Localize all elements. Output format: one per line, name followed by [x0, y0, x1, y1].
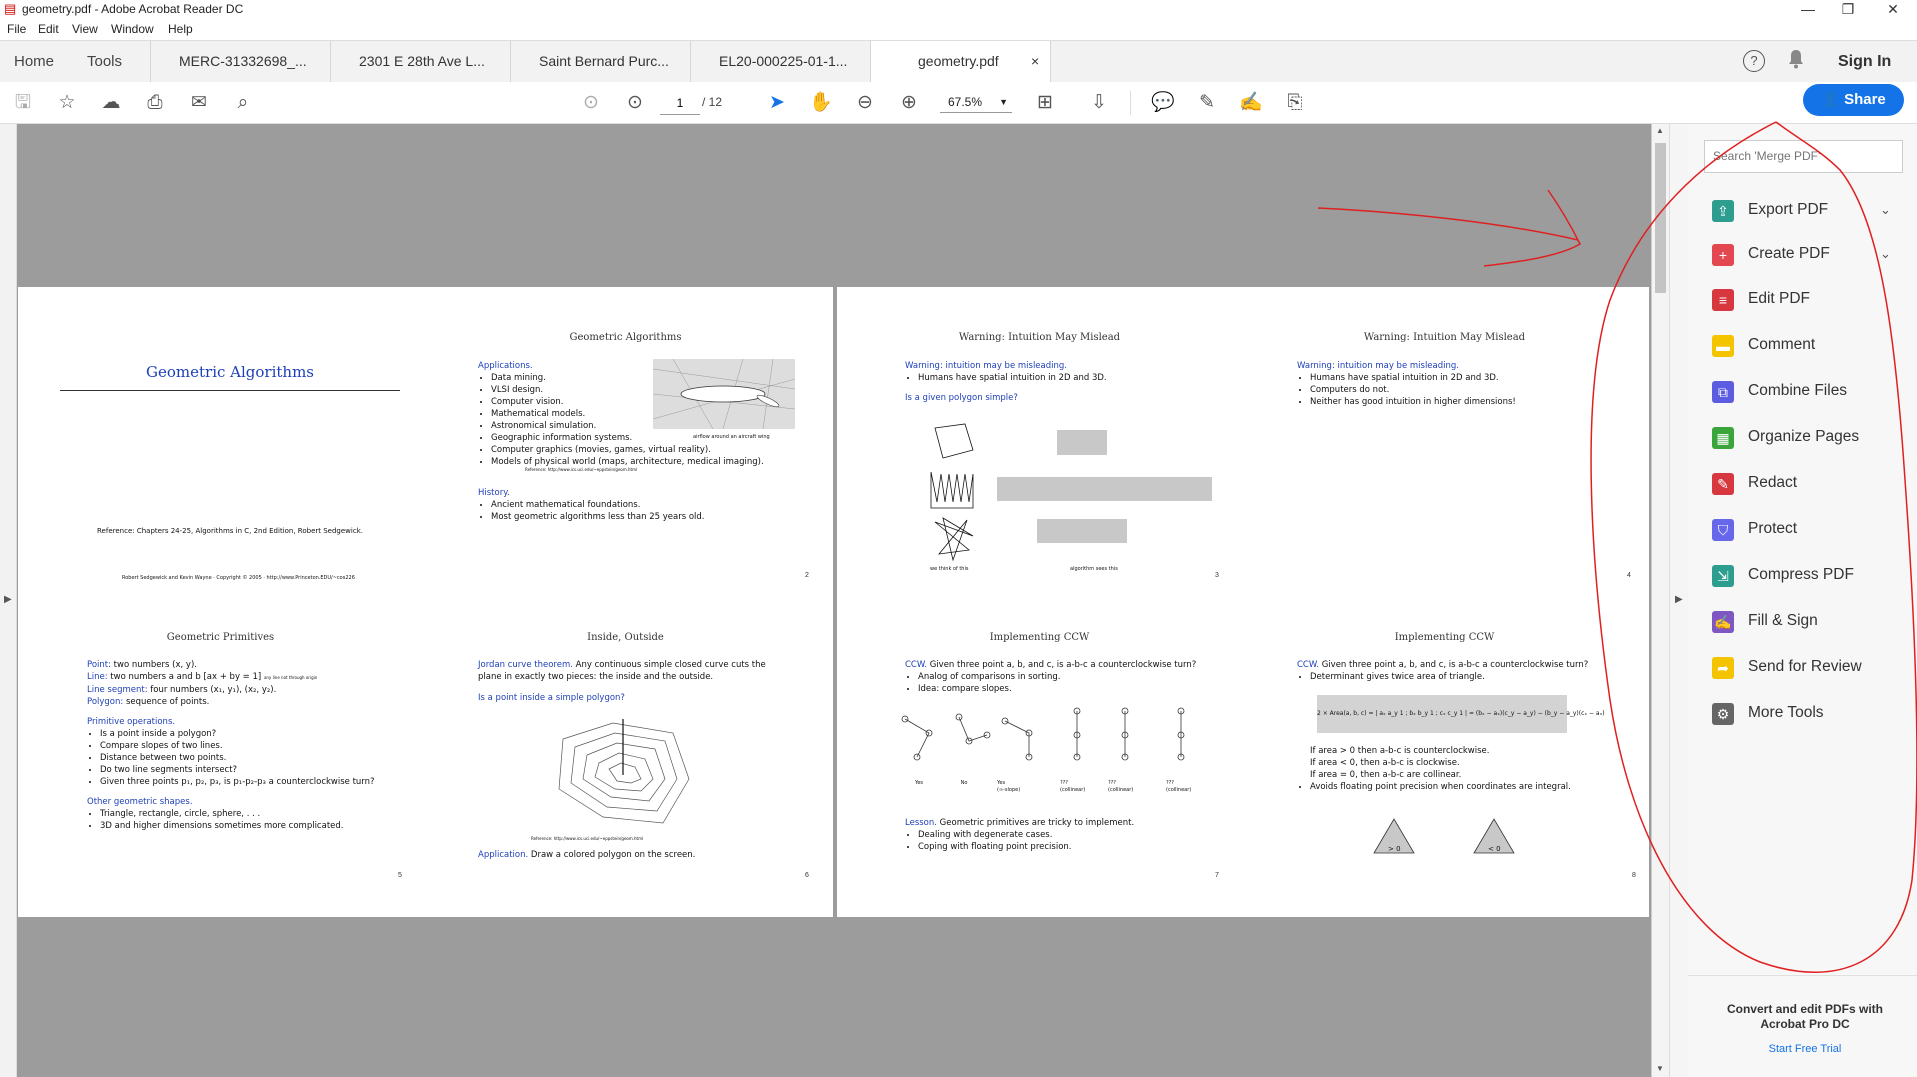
- triangle-diagrams: [1372, 807, 1592, 867]
- home-tab[interactable]: Home: [14, 53, 55, 70]
- slide-page-number: 2: [805, 572, 809, 579]
- slide-page-number: 7: [1215, 872, 1219, 879]
- polygon-drawings: [929, 422, 979, 572]
- polygon-label: Polygon:: [87, 697, 124, 707]
- polygon-text: sequence of points.: [125, 697, 210, 707]
- slide-reference: Reference: Chapters 24-25, Algorithms in C, 2nd Edition, Robert Sedgewick.: [97, 527, 363, 535]
- page-gap: [835, 287, 837, 917]
- menu-edit[interactable]: Edit: [38, 22, 59, 36]
- application-label: Application.: [478, 850, 529, 860]
- slide-footer: Robert Sedgewick and Kevin Wayne · Copyright © 2005 · http://www.Princeton.EDU/~cos226: [122, 575, 355, 581]
- list-item: If area < 0, then a-b-c is clockwise.: [1310, 758, 1460, 768]
- slide-page-number: 5: [398, 872, 402, 879]
- tool-protect[interactable]: [1712, 514, 1902, 544]
- title-bar: [0, 0, 1917, 19]
- doc-tab-geometry[interactable]: [871, 41, 1051, 82]
- pdf-page-1: [18, 287, 833, 917]
- tool-label: Send for Review: [1748, 658, 1862, 675]
- list-item: • Computer vision.: [491, 396, 778, 408]
- tool-label: Export PDF: [1748, 201, 1829, 218]
- jordan-block: [478, 659, 778, 704]
- chevron-down-icon: ▼: [999, 97, 1008, 107]
- area-rules: [1297, 745, 1627, 793]
- list-item: • Neither has good intuition in higher dimensions!: [1310, 396, 1617, 408]
- list-item: • Given three points p₁, p₂, p₃, is p₁-p₂-p₃ a counterclockwise turn?: [100, 776, 407, 788]
- list-item: • Astronomical simulation.: [491, 420, 778, 432]
- toolbar: [0, 82, 1917, 124]
- example-label: ??? (collinear): [1108, 780, 1134, 793]
- jordan-text: Any continuous simple closed curve cuts the plane in exactly two pieces: the inside and the outside.: [478, 660, 766, 682]
- jordan-label: Jordan curve theorem.: [478, 660, 573, 670]
- list-item: • Idea: compare slopes.: [918, 683, 1235, 695]
- redact-icon: ✎: [1712, 473, 1734, 495]
- close-tab-icon[interactable]: ×: [1031, 53, 1040, 69]
- list-item: • Ancient mathematical foundations.: [491, 499, 705, 511]
- promo-divider: [1688, 975, 1917, 976]
- slide-8: [1242, 587, 1647, 887]
- operations-list: [87, 728, 407, 788]
- tool-label: Protect: [1748, 520, 1798, 537]
- point-label: Point:: [87, 660, 111, 670]
- list-item: • VLSI design.: [491, 384, 778, 396]
- list-item: • Do two line segments intersect?: [100, 764, 407, 776]
- slide-4: [1242, 287, 1647, 587]
- inside-question: Is a point inside a simple polygon?: [478, 693, 625, 703]
- slide-1: [18, 287, 423, 587]
- list-item: • Mathematical models.: [491, 408, 778, 420]
- slide-title: Geometric Primitives: [166, 632, 275, 643]
- line-note: any line not through origin: [263, 675, 318, 680]
- slide-page-number: 6: [805, 872, 809, 879]
- ccw-text: Given three point a, b, and c, is a-b-c a counterclockwise turn?: [929, 660, 1197, 670]
- close-window-button[interactable]: ✕: [1887, 1, 1899, 17]
- tool-label: More Tools: [1748, 704, 1824, 721]
- wrench-icon: ⚙: [1712, 703, 1734, 725]
- coordinate-grid-2: [997, 477, 1212, 501]
- doc-tab-3[interactable]: [511, 41, 691, 82]
- list-item: • Compare slopes of two lines.: [100, 740, 407, 752]
- tool-edit-pdf[interactable]: [1712, 284, 1902, 314]
- list-item: • Triangle, rectangle, circle, sphere, . . .: [100, 808, 407, 820]
- list-item: • Avoids floating point precision when coordinates are integral.: [1310, 781, 1627, 793]
- ccw-block: [1297, 659, 1627, 683]
- history-heading: History.: [478, 488, 510, 498]
- example-label: Yes: [914, 780, 924, 786]
- slide-page-number: 3: [1215, 572, 1219, 579]
- line-text: two numbers a and b [ax + by = 1]: [110, 672, 262, 682]
- ccw-label: CCW.: [1297, 660, 1320, 670]
- doc-tab-4[interactable]: [691, 41, 871, 82]
- doc-tab-label: EL20-000225-01-1...: [719, 53, 848, 69]
- edit-pdf-icon: ≡: [1712, 289, 1734, 311]
- chevron-down-icon[interactable]: ⌄: [1880, 246, 1891, 261]
- fit-page-icon[interactable]: ⊞: [1037, 92, 1053, 113]
- tool-label: Organize Pages: [1748, 428, 1860, 445]
- collapse-pane-icon: ▶: [1675, 594, 1683, 605]
- list-item: • Most geometric algorithms less than 25 years old.: [491, 511, 705, 523]
- scroll-up-icon[interactable]: ▲: [1656, 126, 1664, 135]
- warning-heading: Warning: intuition may be misleading.: [905, 361, 1067, 371]
- tool-fill-sign[interactable]: [1712, 606, 1902, 636]
- tool-label: Comment: [1748, 336, 1816, 353]
- line-label: Line:: [87, 672, 108, 682]
- list-item: If area = 0, then a-b-c are collinear.: [1310, 770, 1462, 780]
- list-item: • Humans have spatial intuition in 2D and 3D.: [918, 372, 1225, 384]
- scroll-mode-icon[interactable]: ⇩: [1091, 92, 1107, 113]
- doc-tab-2[interactable]: [331, 41, 511, 82]
- highlight-pen-icon[interactable]: ✎: [1199, 92, 1215, 113]
- help-icon[interactable]: ?: [1743, 50, 1765, 72]
- ccw-label: CCW.: [905, 660, 928, 670]
- area-negative-label: < 0: [1488, 845, 1501, 853]
- tool-label: Combine Files: [1748, 382, 1848, 399]
- save-icon[interactable]: 🖫: [14, 92, 32, 113]
- list-item: • Models of physical world (maps, architecture, medical imaging).: [491, 456, 778, 468]
- menu-help[interactable]: Help: [168, 22, 193, 36]
- title-rule: [60, 390, 400, 391]
- ccw-block: [905, 659, 1235, 695]
- tool-label: Compress PDF: [1748, 566, 1854, 583]
- caption-think: we think of this: [930, 566, 969, 572]
- tool-more-tools[interactable]: [1712, 698, 1902, 728]
- maze-polygon-image: [553, 719, 693, 829]
- send-review-icon: ➦: [1712, 657, 1734, 679]
- list-item: • Data mining.: [491, 372, 778, 384]
- determinant-formula: 2 × Area(a, b, c) = | aₓ a_y 1 ; bₓ b_y 1 ; cₓ c_y 1 | = (bₓ − aₓ)(c_y − a_y) − (b_y − a_y)(cₓ − aₓ): [1317, 695, 1567, 733]
- rules-list: [1297, 745, 1627, 781]
- warning-list: [905, 372, 1225, 384]
- pdf-page-2: [837, 287, 1649, 917]
- slide-7: [837, 587, 1242, 887]
- list-item: • 3D and higher dimensions sometimes more complicated.: [100, 820, 407, 832]
- ccw-list: [905, 671, 1235, 695]
- doc-tab-label: MERC-31332698_...: [179, 53, 307, 69]
- zoom-value: 67.5%: [948, 95, 983, 109]
- applications-heading: Applications.: [478, 361, 533, 371]
- list-item: • Computers do not.: [1310, 384, 1617, 396]
- slide-title: Warning: Intuition May Mislead: [958, 332, 1121, 343]
- tool-send-for-review[interactable]: [1712, 652, 1902, 682]
- bookmark-star-icon[interactable]: ☆: [58, 92, 76, 113]
- lesson-list: [905, 829, 1235, 853]
- airflow-mesh-image: [653, 359, 795, 429]
- select-cursor-icon[interactable]: ➤: [769, 92, 785, 113]
- comment-icon: ▬: [1712, 335, 1734, 357]
- tool-label: Edit PDF: [1748, 290, 1811, 307]
- add-user-icon: 👤: [1821, 91, 1840, 108]
- example-label: ??? (collinear): [1166, 780, 1192, 793]
- window-title: geometry.pdf - Adobe Acrobat Reader DC: [22, 2, 244, 16]
- combine-files-icon: ⧉: [1712, 381, 1734, 403]
- tool-create-pdf[interactable]: [1712, 239, 1902, 269]
- doc-tab-1[interactable]: [151, 41, 331, 82]
- next-page-icon[interactable]: ⊙: [627, 92, 643, 113]
- warning-block: [1297, 360, 1617, 408]
- chevron-down-icon[interactable]: ⌄: [1880, 202, 1891, 217]
- upload-cloud-icon[interactable]: ☁: [101, 92, 121, 113]
- menu-view[interactable]: View: [72, 22, 98, 36]
- page-total: / 12: [702, 95, 723, 109]
- list-item: • Humans have spatial intuition in 2D and 3D.: [1310, 372, 1617, 384]
- list-item: • Determinant gives twice area of triangle.: [1310, 671, 1627, 683]
- list-item: If area > 0 then a-b-c is counterclockwise.: [1310, 746, 1490, 756]
- slide-page-number: 4: [1627, 572, 1631, 579]
- doc-tab-label: Saint Bernard Purc...: [539, 53, 669, 69]
- toolbar-divider: [1130, 91, 1131, 115]
- ccw-examples-diagram: [899, 707, 1199, 777]
- segment-text: four numbers (x₁, y₁), (x₂, y₂).: [150, 685, 277, 695]
- slide-title: Geometric Algorithms: [146, 363, 314, 381]
- notification-bell-icon[interactable]: [1787, 48, 1805, 70]
- primitives-block: [87, 659, 407, 832]
- lesson-label: Lesson.: [905, 818, 937, 828]
- list-item: • Distance between two points.: [100, 752, 407, 764]
- warning-list: [1297, 372, 1617, 408]
- lesson-text: Geometric primitives are tricky to implement.: [939, 818, 1135, 828]
- menu-bar: [0, 19, 1917, 39]
- sign-icon[interactable]: ✍: [1239, 92, 1263, 113]
- list-item: • Coping with floating point precision.: [918, 841, 1235, 853]
- slide-reference: Reference: http://www.ics.uci.edu/~eppstein/geom.html: [531, 836, 644, 841]
- list-item: • Dealing with degenerate cases.: [918, 829, 1235, 841]
- maximize-button[interactable]: ❐: [1841, 1, 1855, 17]
- slide-page-number: 8: [1632, 872, 1636, 879]
- pdf-file-icon: ▤: [4, 1, 17, 16]
- doc-tab-label: 2301 E 28th Ave L...: [359, 53, 485, 69]
- example-label: No: [960, 780, 968, 786]
- menu-file[interactable]: File: [7, 22, 27, 36]
- point-text: two numbers (x, y).: [113, 660, 197, 670]
- slide-reference: Reference: http://www.ics.uci.edu/~eppstein/geom.html: [525, 467, 638, 472]
- tools-search-input[interactable]: [1704, 140, 1903, 173]
- slide-title: Implementing CCW: [989, 632, 1090, 643]
- fill-sign-icon: ✍: [1712, 611, 1734, 633]
- doc-tab-label: geometry.pdf: [918, 53, 999, 69]
- menu-window[interactable]: Window: [111, 22, 154, 36]
- slide-title: Warning: Intuition May Mislead: [1363, 332, 1526, 343]
- right-pane-toggle[interactable]: [1669, 124, 1688, 1077]
- slide-title: Implementing CCW: [1394, 632, 1495, 643]
- zoom-in-icon[interactable]: ⊕: [901, 92, 917, 113]
- more-tools-icon[interactable]: ⎘: [1287, 92, 1303, 113]
- zoom-out-icon[interactable]: ⊖: [857, 92, 873, 113]
- export-pdf-icon: ⇪: [1712, 200, 1734, 222]
- list-item: • Computer graphics (movies, games, virtual reality).: [491, 444, 778, 456]
- slide-5: [18, 587, 423, 887]
- minimize-button[interactable]: —: [1801, 1, 1815, 17]
- tool-label: Create PDF: [1748, 245, 1830, 262]
- warning-block: [905, 360, 1225, 404]
- segment-label: Line segment:: [87, 685, 148, 695]
- example-label: Yes (∞-slope): [997, 780, 1021, 793]
- history-list: [478, 499, 705, 523]
- sign-in-link[interactable]: Sign In: [1838, 53, 1892, 70]
- tool-comment[interactable]: [1712, 330, 1902, 360]
- comment-icon[interactable]: 💬: [1151, 92, 1175, 113]
- zoom-dropdown[interactable]: [940, 92, 1012, 113]
- tools-tab[interactable]: Tools: [87, 53, 123, 70]
- example-label: ??? (collinear): [1060, 780, 1086, 793]
- lesson-block: [905, 817, 1235, 853]
- tool-label: Fill & Sign: [1748, 612, 1818, 629]
- other-shapes-heading: Other geometric shapes.: [87, 797, 193, 807]
- organize-pages-icon: ▦: [1712, 427, 1734, 449]
- email-icon[interactable]: ✉: [191, 92, 207, 113]
- expand-left-icon: ▶: [4, 594, 12, 605]
- operations-heading: Primitive operations.: [87, 717, 176, 727]
- history-block: [478, 487, 705, 523]
- list-item: • Geographic information systems.: [491, 432, 778, 444]
- share-button[interactable]: [1803, 84, 1904, 116]
- ccw-text: Given three point a, b, and c, is a-b-c a counterclockwise turn?: [1321, 660, 1589, 670]
- compress-pdf-icon: ⇲: [1712, 565, 1734, 587]
- simple-polygon-question: Is a given polygon simple?: [905, 393, 1018, 403]
- caption-algorithm: algorithm sees this: [1070, 566, 1118, 572]
- search-icon[interactable]: ⌕: [237, 92, 249, 113]
- promo-text: Convert and edit PDFs with Acrobat Pro DC: [1726, 1002, 1883, 1031]
- tool-redact[interactable]: [1712, 468, 1902, 498]
- slide-3: [837, 287, 1242, 587]
- tab-bar: [0, 40, 1917, 83]
- tool-label: Redact: [1748, 474, 1798, 491]
- scrollbar-thumb[interactable]: [1655, 143, 1666, 293]
- scroll-down-icon[interactable]: ▼: [1656, 1064, 1664, 1073]
- tool-export-pdf[interactable]: [1712, 195, 1902, 225]
- shield-icon: ⛉: [1712, 519, 1734, 541]
- page-number-input[interactable]: [660, 92, 700, 115]
- airflow-caption: airflow around an aircraft wing: [693, 434, 770, 440]
- coordinate-grid-3: [1037, 519, 1127, 543]
- slide-title: Geometric Algorithms: [569, 332, 682, 343]
- list-item: • Analog of comparisons in sorting.: [918, 671, 1235, 683]
- precision-list: [1297, 781, 1627, 793]
- tool-organize-pages[interactable]: [1712, 422, 1902, 452]
- create-pdf-icon: +: [1712, 244, 1734, 266]
- tool-combine-files[interactable]: [1712, 376, 1902, 406]
- area-positive-label: > 0: [1388, 845, 1401, 853]
- coordinate-grid-1: [1057, 430, 1107, 455]
- slide-title: Inside, Outside: [587, 632, 664, 643]
- share-label: Share: [1844, 91, 1886, 108]
- start-free-trial-link[interactable]: Start Free Trial: [1768, 1043, 1842, 1055]
- application-text: Draw a colored polygon on the screen.: [530, 850, 696, 860]
- warning-heading: Warning: intuition may be misleading.: [1297, 361, 1459, 371]
- tool-compress-pdf[interactable]: [1712, 560, 1902, 590]
- left-panel-toggle[interactable]: [0, 124, 17, 1077]
- previous-page-icon[interactable]: ⊙: [583, 92, 599, 113]
- application-line: [478, 849, 695, 861]
- hand-tool-icon[interactable]: ✋: [809, 92, 833, 113]
- list-item: • Is a point inside a polygon?: [100, 728, 407, 740]
- slide-6: [423, 587, 828, 887]
- slide-2: [423, 287, 828, 587]
- ccw-list: [1297, 671, 1627, 683]
- print-icon[interactable]: ⎙: [147, 92, 163, 113]
- other-shapes-list: [87, 808, 407, 832]
